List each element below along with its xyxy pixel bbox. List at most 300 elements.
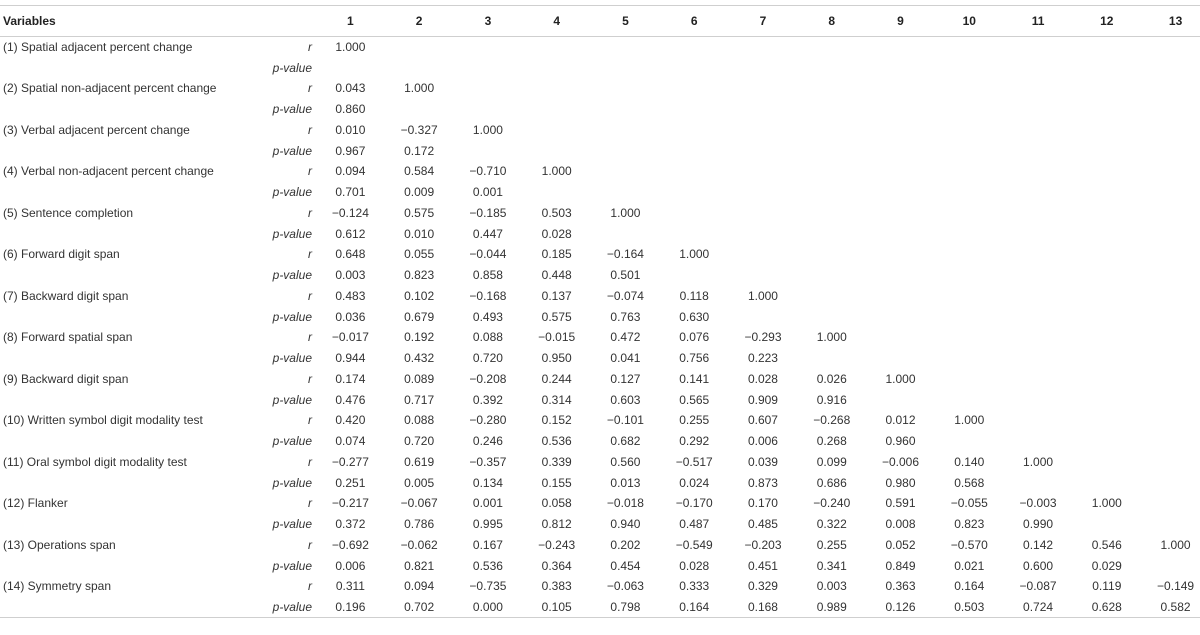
- p-value-cell: [591, 140, 660, 161]
- p-value-cell: 0.873: [747, 475, 778, 490]
- r-value-cell: 0.383: [541, 579, 572, 594]
- table-row-r: [0, 452, 1200, 473]
- column-header: 13: [1141, 6, 1200, 37]
- p-value-cell: 0.029: [1091, 558, 1122, 573]
- r-value-cell: −0.063: [606, 579, 644, 594]
- table-row-r: [0, 244, 1200, 265]
- r-value-cell: [1072, 327, 1141, 348]
- column-header: 4: [522, 6, 591, 37]
- p-value-cell: [1141, 57, 1200, 78]
- stat-header: [268, 6, 316, 37]
- r-value-cell: 0.001: [472, 496, 503, 511]
- p-value-cell: 0.314: [541, 392, 572, 407]
- p-value-cell: [935, 431, 1004, 452]
- p-value-cell: [729, 182, 798, 203]
- r-value-cell: [866, 327, 935, 348]
- p-value-cell: [1141, 389, 1200, 410]
- p-value-cell: 0.860: [335, 102, 366, 117]
- r-value-cell: [797, 286, 866, 307]
- table-row-r: [0, 286, 1200, 307]
- r-value-cell: [866, 161, 935, 182]
- p-value-cell: 0.041: [610, 351, 641, 366]
- r-value-cell: [1072, 37, 1141, 58]
- p-value-cell: 0.944: [335, 351, 366, 366]
- r-value-cell: −0.692: [331, 537, 369, 552]
- r-value-cell: 1.000: [954, 413, 985, 428]
- r-value-cell: 1.000: [1160, 537, 1191, 552]
- r-value-cell: 0.055: [404, 247, 435, 262]
- r-label: r: [308, 454, 312, 469]
- p-value-cell: [729, 223, 798, 244]
- r-value-cell: [1072, 410, 1141, 431]
- r-value-cell: [522, 120, 591, 141]
- r-value-cell: [1141, 161, 1200, 182]
- variable-label: [0, 265, 268, 286]
- column-header: 9: [866, 6, 935, 37]
- r-value-cell: [1004, 203, 1073, 224]
- r-value-cell: [866, 78, 935, 99]
- r-value-cell: [660, 120, 729, 141]
- p-value-cell: 0.849: [885, 558, 916, 573]
- p-value-cell: 0.503: [935, 597, 1004, 618]
- r-value-cell: [660, 161, 729, 182]
- p-value-cell: 0.565: [679, 392, 710, 407]
- table-row-r: [0, 327, 1200, 348]
- p-value-cell: 0.246: [472, 434, 503, 449]
- p-value-cell: [522, 99, 591, 120]
- r-value-cell: −0.170: [675, 496, 713, 511]
- p-value-cell: [591, 99, 660, 120]
- r-value-cell: [385, 37, 454, 58]
- variable-label: (7) Backward digit span: [3, 288, 129, 303]
- r-value-cell: [1072, 120, 1141, 141]
- r-value-cell: 1.000: [1023, 454, 1054, 469]
- r-value-cell: [729, 78, 798, 99]
- r-value-cell: [935, 369, 1004, 390]
- p-value-cell: [866, 389, 935, 410]
- p-value-cell: [1072, 431, 1141, 452]
- p-value-label: p-value: [272, 102, 312, 117]
- r-value-cell: [1141, 369, 1200, 390]
- r-value-cell: [591, 161, 660, 182]
- p-value-cell: 0.126: [866, 597, 935, 618]
- p-value-label: p-value: [272, 351, 312, 366]
- p-value-cell: [522, 57, 591, 78]
- r-value-cell: 1.000: [404, 81, 435, 96]
- p-value-cell: [1141, 431, 1200, 452]
- r-value-cell: 0.607: [747, 413, 778, 428]
- r-value-cell: [1004, 244, 1073, 265]
- r-value-cell: 0.039: [747, 454, 778, 469]
- r-value-cell: −0.549: [675, 537, 713, 552]
- r-value-cell: 0.058: [541, 496, 572, 511]
- column-header: 11: [1004, 6, 1073, 37]
- p-value-label: p-value: [272, 434, 312, 449]
- r-value-cell: 0.003: [816, 579, 847, 594]
- r-value-cell: [729, 161, 798, 182]
- p-value-cell: 0.010: [404, 226, 435, 241]
- r-value-cell: [591, 120, 660, 141]
- p-value-cell: [454, 57, 523, 78]
- p-value-cell: 0.164: [660, 597, 729, 618]
- table-row-r: [0, 493, 1200, 514]
- r-value-cell: [522, 78, 591, 99]
- p-value-cell: [1072, 182, 1141, 203]
- r-value-cell: [1141, 410, 1200, 431]
- p-value-cell: 0.600: [1023, 558, 1054, 573]
- variable-label: (6) Forward digit span: [3, 247, 120, 262]
- p-value-cell: 0.950: [541, 351, 572, 366]
- r-value-cell: [660, 78, 729, 99]
- p-value-cell: 0.575: [541, 309, 572, 324]
- r-value-cell: −0.067: [400, 496, 438, 511]
- p-value-cell: 0.005: [404, 475, 435, 490]
- r-label: r: [308, 330, 312, 345]
- r-value-cell: −0.124: [331, 205, 369, 220]
- r-value-cell: 0.170: [747, 496, 778, 511]
- p-value-cell: [935, 348, 1004, 369]
- table-row-r: [0, 120, 1200, 141]
- r-value-cell: −0.268: [813, 413, 851, 428]
- r-value-cell: −0.164: [606, 247, 644, 262]
- p-value-cell: 0.501: [610, 268, 641, 283]
- table-row-p: [0, 431, 1200, 452]
- table-row-p: [0, 555, 1200, 576]
- p-value-cell: 0.798: [591, 597, 660, 618]
- r-value-cell: −0.015: [538, 330, 576, 345]
- p-value-label: p-value: [272, 143, 312, 158]
- r-value-cell: 0.127: [610, 371, 641, 386]
- p-value-cell: [522, 182, 591, 203]
- p-value-label: p-value: [272, 309, 312, 324]
- r-value-cell: −0.203: [744, 537, 782, 552]
- p-value-cell: 0.268: [816, 434, 847, 449]
- p-value-cell: 0.008: [885, 517, 916, 532]
- p-value-cell: [935, 57, 1004, 78]
- r-value-cell: [1141, 244, 1200, 265]
- p-value-cell: [660, 265, 729, 286]
- column-header: 1: [316, 6, 385, 37]
- p-value-cell: 0.451: [747, 558, 778, 573]
- p-value-cell: [660, 140, 729, 161]
- r-value-cell: [935, 120, 1004, 141]
- p-value-cell: 0.009: [404, 185, 435, 200]
- p-value-cell: 0.392: [472, 392, 503, 407]
- r-value-cell: 0.094: [404, 579, 435, 594]
- p-value-cell: [866, 265, 935, 286]
- r-value-cell: [1004, 410, 1073, 431]
- p-value-cell: 0.134: [472, 475, 503, 490]
- p-value-cell: 0.036: [335, 309, 366, 324]
- p-value-cell: 0.995: [472, 517, 503, 532]
- variable-label: (14) Symmetry span: [3, 579, 112, 594]
- p-value-cell: [1072, 99, 1141, 120]
- r-value-cell: −0.517: [675, 454, 713, 469]
- p-value-cell: [1004, 223, 1073, 244]
- p-value-cell: 0.003: [335, 268, 366, 283]
- r-value-cell: −0.208: [469, 371, 507, 386]
- p-value-cell: 0.756: [679, 351, 710, 366]
- variable-label: (2) Spatial non-adjacent percent change: [3, 81, 217, 96]
- r-value-cell: 0.119: [1092, 579, 1122, 594]
- p-value-label: p-value: [272, 226, 312, 241]
- r-value-cell: 0.560: [610, 454, 641, 469]
- p-value-cell: [660, 99, 729, 120]
- p-value-cell: 0.679: [404, 309, 435, 324]
- table-row-p: [0, 306, 1200, 327]
- p-value-cell: [591, 223, 660, 244]
- p-value-cell: 0.786: [404, 517, 435, 532]
- p-value-cell: [1141, 306, 1200, 327]
- r-value-cell: −0.006: [881, 454, 920, 469]
- p-value-cell: [316, 57, 385, 78]
- p-value-cell: 0.940: [610, 517, 641, 532]
- p-value-cell: [935, 265, 1004, 286]
- r-value-cell: 0.167: [472, 537, 503, 552]
- variable-label: (8) Forward spatial span: [3, 330, 133, 345]
- p-value-cell: [522, 140, 591, 161]
- variable-label: (3) Verbal adjacent percent change: [3, 122, 190, 137]
- p-value-cell: 0.568: [954, 475, 985, 490]
- p-value-cell: [935, 306, 1004, 327]
- column-header: 8: [797, 6, 866, 37]
- r-value-cell: −0.570: [950, 537, 988, 552]
- r-value-cell: 0.363: [885, 579, 916, 594]
- r-value-cell: [660, 203, 729, 224]
- p-value-cell: [797, 57, 866, 78]
- p-value-label: p-value: [272, 475, 312, 490]
- table-row-p: [0, 265, 1200, 286]
- r-value-cell: 0.140: [954, 454, 985, 469]
- r-value-cell: 1.000: [335, 40, 366, 55]
- p-value-cell: [797, 348, 866, 369]
- variable-label: (13) Operations span: [3, 537, 116, 552]
- r-value-cell: [1141, 286, 1200, 307]
- r-value-cell: 0.088: [472, 330, 503, 345]
- p-value-cell: 0.916: [816, 392, 847, 407]
- r-value-cell: 0.591: [885, 496, 916, 511]
- p-value-cell: 0.812: [541, 517, 572, 532]
- r-value-cell: [866, 37, 935, 58]
- p-value-cell: [1141, 99, 1200, 120]
- r-value-cell: −0.074: [606, 288, 644, 303]
- p-value-cell: 0.028: [541, 226, 572, 241]
- r-value-cell: 0.141: [679, 371, 710, 386]
- correlation-table: [0, 5, 1200, 618]
- r-value-cell: [866, 203, 935, 224]
- p-value-cell: [1072, 348, 1141, 369]
- r-value-cell: [1072, 161, 1141, 182]
- r-label: r: [308, 81, 312, 96]
- r-value-cell: −0.357: [469, 454, 507, 469]
- p-value-cell: 0.028: [679, 558, 710, 573]
- r-value-cell: [935, 203, 1004, 224]
- variable-label: [0, 182, 268, 203]
- p-value-cell: [866, 57, 935, 78]
- r-label: r: [308, 40, 312, 55]
- r-value-cell: [591, 37, 660, 58]
- column-header: 2: [385, 6, 454, 37]
- p-value-cell: 0.013: [610, 475, 641, 490]
- p-value-cell: 0.701: [335, 185, 366, 200]
- r-value-cell: [729, 120, 798, 141]
- r-value-cell: 0.185: [541, 247, 572, 262]
- p-value-cell: [454, 140, 523, 161]
- p-value-cell: [729, 265, 798, 286]
- p-value-cell: [1004, 140, 1073, 161]
- variable-label: (11) Oral symbol digit modality test: [3, 454, 187, 469]
- r-value-cell: 0.244: [541, 371, 572, 386]
- p-value-cell: 0.980: [885, 475, 916, 490]
- p-value-cell: 0.989: [797, 597, 866, 618]
- r-value-cell: 0.472: [610, 330, 641, 345]
- p-value-cell: [866, 223, 935, 244]
- r-value-cell: [660, 37, 729, 58]
- r-value-cell: −0.055: [950, 496, 988, 511]
- variable-label: [0, 306, 268, 327]
- r-value-cell: [1072, 286, 1141, 307]
- r-label: r: [308, 537, 312, 552]
- r-label: r: [308, 371, 312, 386]
- r-value-cell: [866, 120, 935, 141]
- r-value-cell: [866, 286, 935, 307]
- r-value-cell: 0.010: [335, 122, 366, 137]
- r-value-cell: [1004, 78, 1073, 99]
- r-value-cell: −0.293: [744, 330, 782, 345]
- r-value-cell: [1004, 327, 1073, 348]
- variable-label: [0, 555, 268, 576]
- r-value-cell: [1072, 452, 1141, 473]
- r-value-cell: 0.174: [335, 371, 366, 386]
- r-label: r: [308, 496, 312, 511]
- r-value-cell: 0.192: [404, 330, 435, 345]
- r-value-cell: 0.012: [885, 413, 916, 428]
- r-value-cell: [935, 161, 1004, 182]
- r-value-cell: [797, 203, 866, 224]
- p-value-cell: 0.960: [885, 434, 916, 449]
- r-value-cell: 0.483: [335, 288, 366, 303]
- r-value-cell: −0.168: [469, 288, 507, 303]
- column-header: 12: [1072, 6, 1141, 37]
- p-value-cell: [1141, 182, 1200, 203]
- r-value-cell: [591, 78, 660, 99]
- p-value-cell: [729, 99, 798, 120]
- p-value-cell: 0.364: [541, 558, 572, 573]
- r-value-cell: [1004, 286, 1073, 307]
- r-value-cell: 0.255: [679, 413, 710, 428]
- p-value-cell: [1141, 514, 1200, 535]
- table-row-p: [0, 182, 1200, 203]
- variable-label: (5) Sentence completion: [3, 205, 134, 220]
- p-value-cell: [660, 182, 729, 203]
- variable-label: (10) Written symbol digit modality test: [3, 413, 203, 428]
- p-value-cell: [866, 99, 935, 120]
- p-value-cell: [935, 389, 1004, 410]
- r-value-cell: 0.503: [541, 205, 572, 220]
- r-value-cell: [1072, 203, 1141, 224]
- r-label: r: [308, 205, 312, 220]
- r-value-cell: [1072, 369, 1141, 390]
- p-value-cell: 0.476: [335, 392, 366, 407]
- r-value-cell: [729, 203, 798, 224]
- p-value-cell: [660, 223, 729, 244]
- p-value-cell: [797, 223, 866, 244]
- r-value-cell: −0.710: [469, 164, 507, 179]
- r-value-cell: −0.217: [331, 496, 369, 511]
- r-value-cell: [1141, 327, 1200, 348]
- variable-label: [0, 223, 268, 244]
- r-value-cell: [797, 244, 866, 265]
- p-value-cell: [1072, 140, 1141, 161]
- p-value-cell: 0.990: [1023, 517, 1054, 532]
- table-row-p: [0, 140, 1200, 161]
- p-value-cell: 0.074: [335, 434, 366, 449]
- r-value-cell: 0.102: [404, 288, 435, 303]
- r-value-cell: [797, 120, 866, 141]
- p-value-cell: [1141, 348, 1200, 369]
- p-value-cell: [935, 140, 1004, 161]
- p-value-label: p-value: [272, 60, 312, 75]
- r-value-cell: 1.000: [610, 205, 641, 220]
- table-row-r: [0, 410, 1200, 431]
- r-label: r: [308, 247, 312, 262]
- p-value-cell: 0.432: [404, 351, 435, 366]
- p-value-cell: 0.172: [404, 143, 435, 158]
- variable-label: [0, 99, 268, 120]
- p-value-cell: [1004, 306, 1073, 327]
- p-value-cell: [591, 182, 660, 203]
- p-value-cell: [1072, 306, 1141, 327]
- r-value-cell: [935, 78, 1004, 99]
- variable-label: [0, 348, 268, 369]
- r-value-cell: 0.118: [679, 288, 709, 303]
- p-value-cell: [1004, 389, 1073, 410]
- p-value-cell: [866, 182, 935, 203]
- p-value-cell: 0.909: [747, 392, 778, 407]
- p-value-cell: 0.967: [335, 143, 366, 158]
- p-value-cell: [385, 57, 454, 78]
- table-row-p: [0, 389, 1200, 410]
- table-body: [0, 37, 1200, 618]
- p-value-cell: [1072, 223, 1141, 244]
- r-value-cell: 1.000: [885, 371, 916, 386]
- r-value-cell: −0.243: [538, 537, 576, 552]
- p-value-cell: [729, 140, 798, 161]
- p-value-cell: 0.630: [679, 309, 710, 324]
- p-value-cell: 0.686: [816, 475, 847, 490]
- r-value-cell: 1.000: [679, 247, 710, 262]
- p-value-cell: [1004, 348, 1073, 369]
- column-header: 7: [729, 6, 798, 37]
- r-value-cell: 0.137: [541, 288, 572, 303]
- p-value-cell: 0.536: [472, 558, 503, 573]
- p-value-cell: [454, 99, 523, 120]
- p-value-label: p-value: [272, 558, 312, 573]
- p-value-cell: 0.858: [472, 268, 503, 283]
- r-value-cell: [729, 244, 798, 265]
- r-value-cell: [1072, 78, 1141, 99]
- variable-label: [0, 514, 268, 535]
- p-value-cell: 0.724: [1004, 597, 1073, 618]
- r-value-cell: 0.089: [404, 371, 435, 386]
- p-value-cell: [1004, 265, 1073, 286]
- r-value-cell: −0.062: [400, 537, 438, 552]
- p-value-cell: [660, 57, 729, 78]
- column-header: 5: [591, 6, 660, 37]
- p-value-cell: 0.536: [541, 434, 572, 449]
- p-value-cell: [935, 99, 1004, 120]
- r-value-cell: 0.164: [954, 579, 985, 594]
